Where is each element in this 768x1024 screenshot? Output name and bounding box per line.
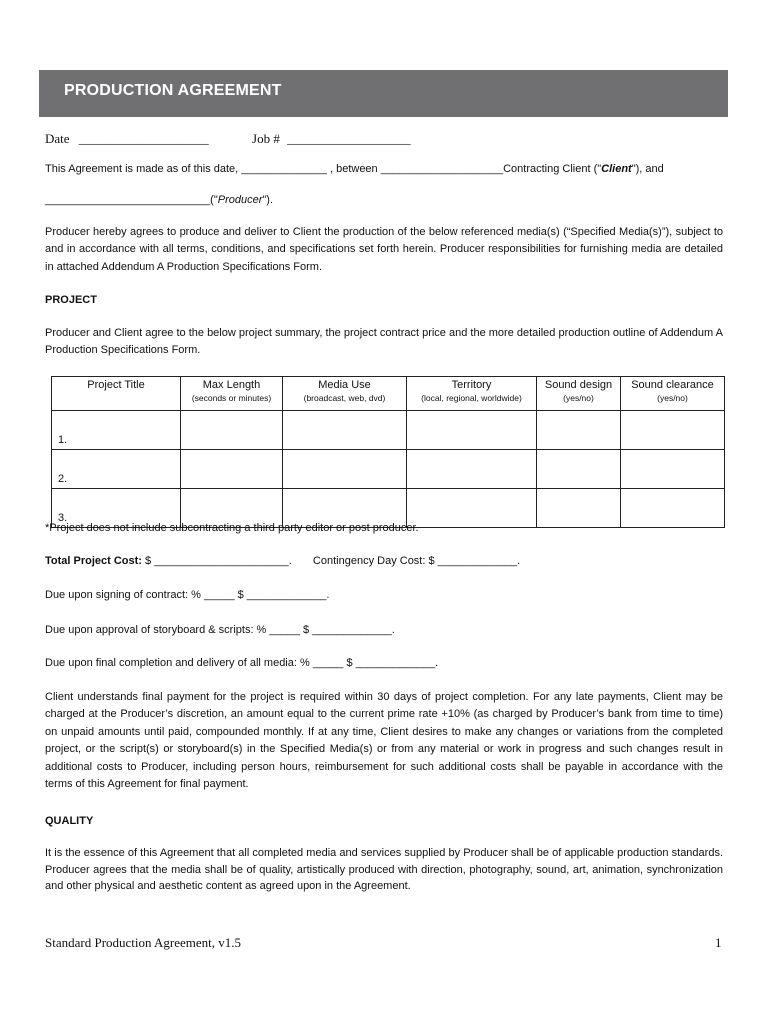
table-cell[interactable] (407, 489, 537, 528)
page-title: PRODUCTION AGREEMENT (64, 82, 282, 99)
col-sound-clearance: Sound clearance (yes/no) (621, 377, 725, 411)
col-territory: Territory (local, regional, worldwide) (407, 377, 537, 411)
table-cell[interactable] (537, 489, 621, 528)
intro-text-end: "), and (631, 163, 664, 175)
table-cell[interactable] (537, 411, 621, 450)
due-signing: Due upon signing of contract: % _____ $ _____________. (45, 589, 330, 601)
total-cost-value: $ ______________________. (141, 555, 292, 567)
col-media-use: Media Use (broadcast, web, dvd) (283, 377, 407, 411)
table-row (52, 411, 725, 450)
table-cell[interactable] (621, 450, 725, 489)
quality-paragraph: It is the essence of this Agreement that all completed media and services supplied by Producer shall be of applicable production standards. Producer agrees that the media shall be of quality, artistically produced with direction, photography, sound, art, animation, synchronization and other physical and aesthetic content as agreed upon in the Agreement. (45, 847, 723, 892)
date-line (45, 131, 411, 147)
col-sound-design: Sound design (yes/no) (537, 377, 621, 411)
project-note: *Project does not include subcontracting a third party editor or post producer. (45, 522, 419, 534)
quality-heading: QUALITY (45, 815, 94, 827)
table-cell[interactable] (181, 411, 283, 450)
col-max-length: Max Length (seconds or minutes) (181, 377, 283, 411)
total-cost-line (45, 555, 520, 567)
project-paragraph: Producer and Client agree to the below project summary, the project contract price and the more detailed production outline of Addendum A Production Specifications Form. (45, 327, 723, 356)
producer-line (45, 194, 273, 206)
client-term: Client (601, 163, 632, 175)
job-blank: ___________________ (287, 131, 411, 146)
table-cell[interactable] (537, 450, 621, 489)
row-number: 2. (52, 450, 181, 489)
table-cell[interactable] (407, 411, 537, 450)
intro-line (45, 163, 664, 175)
payment-paragraph: Client understands final payment for the project is required within 30 days of project completion. For any late payments, Client may be charged at the Producer’s discretion, an amount equal to the current prime rate +10% (as charged by Producer’s bank from time to time) on unpaid amounts until paid, compounded monthly. If at any time, Client desires to make any changes or variations from the completed project, or the script(s) or storyboard(s) in the Specified Media(s) or from any material or work in progress and such changes result in additional costs to Producer, including person hours, reimbursement for such additional costs shall be payable in accordance with the terms of this Agreement for final payment. (45, 691, 723, 791)
table-cell[interactable] (621, 411, 725, 450)
producer-blank: ___________________________(" (45, 194, 218, 206)
footer-title: Standard Production Agreement, v1.5 (45, 935, 242, 950)
date-blank: ____________________ (78, 131, 209, 146)
producer-paragraph: Producer hereby agrees to produce and deliver to Client the production of the below referenced media(s) (“Specified Media(s)”), subject to and in accordance with all terms, conditions, and specifications set forth herein. Producer responsibilities for furnishing media are detailed in attached Addendum A Production Specifications Form. (45, 226, 723, 273)
total-cost-label: Total Project Cost: (45, 555, 142, 567)
table-cell[interactable] (283, 411, 407, 450)
intro-text: This Agreement is made as of this date, ______________ , between ____________________Contracting Client (" (45, 163, 602, 175)
job-label: Job # (252, 131, 280, 146)
table-cell[interactable] (621, 489, 725, 528)
page-number: 1 (715, 935, 722, 950)
project-table (51, 376, 725, 528)
row-number: 3. (52, 489, 181, 528)
contingency-cost: Contingency Day Cost: $ _____________. (312, 555, 521, 567)
table-cell[interactable] (407, 450, 537, 489)
table-cell[interactable] (181, 450, 283, 489)
table-header-row (52, 377, 725, 411)
col-project-title: Project Title (52, 377, 181, 411)
due-approval: Due upon approval of storyboard & scripts: % _____ $ _____________. (45, 624, 395, 636)
producer-end: "). (262, 194, 274, 206)
due-final: Due upon final completion and delivery of all media: % _____ $ _____________. (45, 657, 439, 669)
row-number: 1. (52, 411, 181, 450)
producer-term: Producer (217, 194, 263, 206)
table-row (52, 450, 725, 489)
header-bar (39, 70, 728, 117)
date-label: Date (45, 131, 70, 146)
project-heading: PROJECT (45, 294, 97, 306)
table-cell[interactable] (283, 450, 407, 489)
